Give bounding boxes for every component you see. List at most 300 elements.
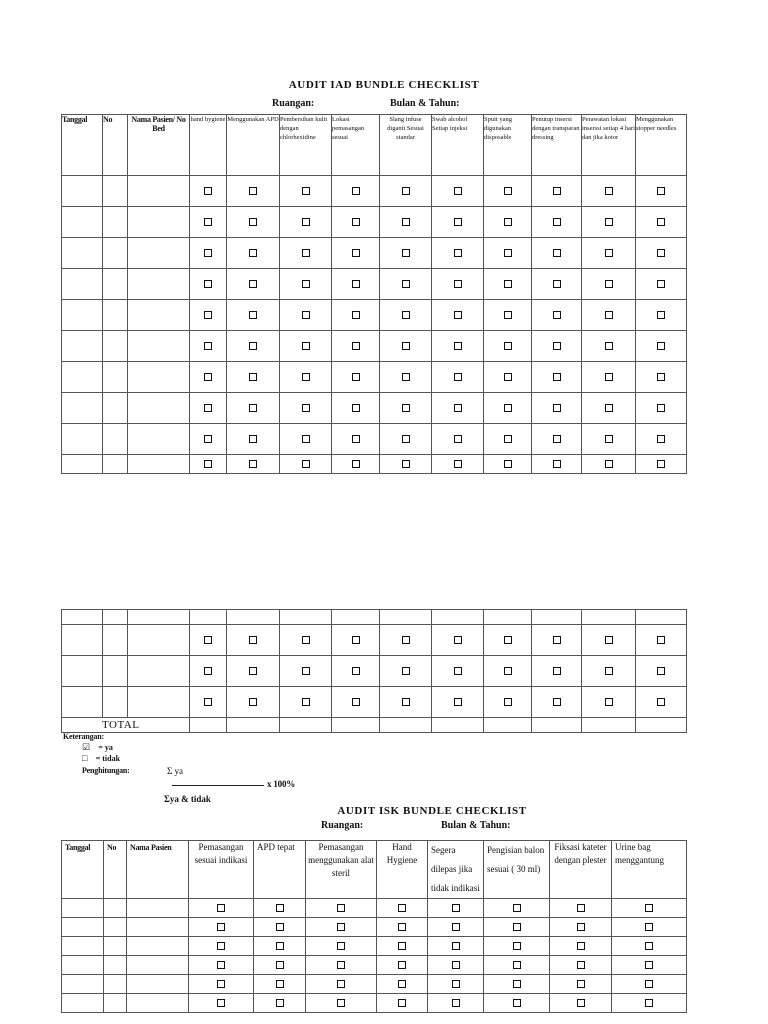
checkbox[interactable] xyxy=(276,961,284,969)
checkbox[interactable] xyxy=(249,311,257,319)
checkbox-cell[interactable] xyxy=(532,269,582,300)
checkbox[interactable] xyxy=(402,342,410,350)
checkbox-cell[interactable] xyxy=(380,393,432,424)
checkbox-cell[interactable] xyxy=(280,424,332,455)
checkbox[interactable] xyxy=(352,667,360,675)
checkbox[interactable] xyxy=(605,435,613,443)
checkbox-cell[interactable] xyxy=(532,656,582,687)
checkbox[interactable] xyxy=(553,636,561,644)
checkbox-cell[interactable] xyxy=(484,300,532,331)
checkbox[interactable] xyxy=(204,373,212,381)
checkbox-cell[interactable] xyxy=(377,956,428,975)
checkbox[interactable] xyxy=(398,961,406,969)
checkbox-cell[interactable] xyxy=(550,918,612,937)
checkbox-cell[interactable] xyxy=(380,687,432,718)
checkbox-cell[interactable] xyxy=(227,300,280,331)
checkbox-cell[interactable] xyxy=(428,956,484,975)
checkbox[interactable] xyxy=(454,187,462,195)
checkbox-cell[interactable] xyxy=(189,956,254,975)
checkbox-cell[interactable] xyxy=(582,656,636,687)
checkbox-cell[interactable] xyxy=(280,455,332,474)
checkbox[interactable] xyxy=(302,187,310,195)
checkbox-cell[interactable] xyxy=(377,975,428,994)
checkbox-cell[interactable] xyxy=(280,300,332,331)
checkbox-cell[interactable] xyxy=(432,207,484,238)
checkbox-cell[interactable] xyxy=(636,625,687,656)
checkbox-cell[interactable] xyxy=(227,424,280,455)
checkbox-cell[interactable] xyxy=(332,393,380,424)
checkbox[interactable] xyxy=(605,342,613,350)
checkbox[interactable] xyxy=(398,980,406,988)
checkbox-cell[interactable] xyxy=(484,918,550,937)
checkbox-cell[interactable] xyxy=(428,975,484,994)
checkbox[interactable] xyxy=(337,942,345,950)
checkbox[interactable] xyxy=(513,942,521,950)
checkbox[interactable] xyxy=(352,435,360,443)
checkbox[interactable] xyxy=(454,249,462,257)
checkbox-cell[interactable] xyxy=(532,393,582,424)
checkbox[interactable] xyxy=(398,942,406,950)
checkbox[interactable] xyxy=(504,249,512,257)
checkbox-cell[interactable] xyxy=(280,656,332,687)
checkbox[interactable] xyxy=(302,311,310,319)
checkbox-cell[interactable] xyxy=(636,300,687,331)
checkbox-cell[interactable] xyxy=(428,937,484,956)
checkbox[interactable] xyxy=(204,636,212,644)
checkbox-cell[interactable] xyxy=(254,994,306,1013)
checkbox-cell[interactable] xyxy=(227,656,280,687)
checkbox[interactable] xyxy=(513,999,521,1007)
checkbox-cell[interactable] xyxy=(227,362,280,393)
checkbox[interactable] xyxy=(204,460,212,468)
checkbox-cell[interactable] xyxy=(484,899,550,918)
checkbox[interactable] xyxy=(217,999,225,1007)
checkbox[interactable] xyxy=(352,187,360,195)
checkbox[interactable] xyxy=(513,923,521,931)
checkbox-cell[interactable] xyxy=(582,300,636,331)
checkbox-cell[interactable] xyxy=(582,362,636,393)
checkbox-cell[interactable] xyxy=(484,937,550,956)
checkbox[interactable] xyxy=(302,373,310,381)
checkbox[interactable] xyxy=(217,923,225,931)
checkbox-cell[interactable] xyxy=(254,975,306,994)
checkbox-cell[interactable] xyxy=(190,424,227,455)
checkbox-cell[interactable] xyxy=(550,975,612,994)
checkbox[interactable] xyxy=(605,460,613,468)
checkbox[interactable] xyxy=(249,373,257,381)
checkbox[interactable] xyxy=(398,923,406,931)
checkbox-cell[interactable] xyxy=(380,362,432,393)
checkbox-cell[interactable] xyxy=(432,176,484,207)
checkbox[interactable] xyxy=(577,961,585,969)
checkbox-cell[interactable] xyxy=(280,393,332,424)
checkbox[interactable] xyxy=(513,961,521,969)
checkbox[interactable] xyxy=(204,280,212,288)
checkbox-cell[interactable] xyxy=(254,918,306,937)
checkbox[interactable] xyxy=(217,980,225,988)
checkbox-cell[interactable] xyxy=(532,300,582,331)
checkbox-cell[interactable] xyxy=(484,975,550,994)
checkbox[interactable] xyxy=(504,667,512,675)
checkbox[interactable] xyxy=(204,404,212,412)
checkbox[interactable] xyxy=(217,961,225,969)
checkbox[interactable] xyxy=(504,636,512,644)
checkbox-cell[interactable] xyxy=(432,656,484,687)
checkbox-cell[interactable] xyxy=(332,455,380,474)
checkbox-cell[interactable] xyxy=(636,207,687,238)
checkbox[interactable] xyxy=(657,187,665,195)
checkbox-cell[interactable] xyxy=(582,269,636,300)
checkbox-cell[interactable] xyxy=(636,362,687,393)
checkbox-cell[interactable] xyxy=(432,300,484,331)
checkbox[interactable] xyxy=(352,698,360,706)
checkbox-cell[interactable] xyxy=(432,238,484,269)
checkbox-cell[interactable] xyxy=(582,455,636,474)
checkbox[interactable] xyxy=(217,904,225,912)
checkbox[interactable] xyxy=(553,404,561,412)
checkbox[interactable] xyxy=(504,435,512,443)
checkbox[interactable] xyxy=(402,280,410,288)
checkbox-cell[interactable] xyxy=(380,207,432,238)
checkbox-cell[interactable] xyxy=(432,424,484,455)
checkbox-cell[interactable] xyxy=(550,937,612,956)
checkbox-cell[interactable] xyxy=(532,207,582,238)
checkbox[interactable] xyxy=(454,373,462,381)
checkbox-cell[interactable] xyxy=(428,994,484,1013)
checkbox-cell[interactable] xyxy=(582,176,636,207)
checkbox[interactable] xyxy=(204,311,212,319)
checkbox[interactable] xyxy=(337,961,345,969)
checkbox-cell[interactable] xyxy=(582,393,636,424)
checkbox[interactable] xyxy=(657,404,665,412)
checkbox[interactable] xyxy=(504,342,512,350)
checkbox[interactable] xyxy=(553,435,561,443)
checkbox[interactable] xyxy=(605,373,613,381)
checkbox[interactable] xyxy=(302,698,310,706)
checkbox[interactable] xyxy=(605,280,613,288)
checkbox[interactable] xyxy=(452,999,460,1007)
checkbox[interactable] xyxy=(402,404,410,412)
checkbox-cell[interactable] xyxy=(189,937,254,956)
checkbox-cell[interactable] xyxy=(636,238,687,269)
checkbox[interactable] xyxy=(204,435,212,443)
checkbox[interactable] xyxy=(204,698,212,706)
checkbox-cell[interactable] xyxy=(532,625,582,656)
checkbox[interactable] xyxy=(352,280,360,288)
checkbox[interactable] xyxy=(276,942,284,950)
checkbox[interactable] xyxy=(352,460,360,468)
checkbox-cell[interactable] xyxy=(332,238,380,269)
checkbox[interactable] xyxy=(657,435,665,443)
checkbox[interactable] xyxy=(337,904,345,912)
checkbox[interactable] xyxy=(454,404,462,412)
checkbox[interactable] xyxy=(504,280,512,288)
checkbox[interactable] xyxy=(553,249,561,257)
checkbox-cell[interactable] xyxy=(227,455,280,474)
checkbox-cell[interactable] xyxy=(190,393,227,424)
checkbox[interactable] xyxy=(513,904,521,912)
checkbox-cell[interactable] xyxy=(532,455,582,474)
checkbox[interactable] xyxy=(402,636,410,644)
checkbox[interactable] xyxy=(454,667,462,675)
checkbox[interactable] xyxy=(504,460,512,468)
checkbox[interactable] xyxy=(605,636,613,644)
checkbox-cell[interactable] xyxy=(380,300,432,331)
checkbox[interactable] xyxy=(605,218,613,226)
checkbox-cell[interactable] xyxy=(190,269,227,300)
checkbox-cell[interactable] xyxy=(636,455,687,474)
checkbox-cell[interactable] xyxy=(582,424,636,455)
checkbox[interactable] xyxy=(398,904,406,912)
checkbox-cell[interactable] xyxy=(190,331,227,362)
checkbox-cell[interactable] xyxy=(377,937,428,956)
checkbox-cell[interactable] xyxy=(380,656,432,687)
checkbox[interactable] xyxy=(302,218,310,226)
checkbox-cell[interactable] xyxy=(380,455,432,474)
checkbox-cell[interactable] xyxy=(380,176,432,207)
checkbox-cell[interactable] xyxy=(582,207,636,238)
checkbox[interactable] xyxy=(302,404,310,412)
checkbox-cell[interactable] xyxy=(189,994,254,1013)
checkbox-cell[interactable] xyxy=(380,331,432,362)
checkbox-cell[interactable] xyxy=(377,918,428,937)
checkbox[interactable] xyxy=(454,280,462,288)
checkbox[interactable] xyxy=(553,698,561,706)
checkbox[interactable] xyxy=(204,667,212,675)
checkbox-cell[interactable] xyxy=(227,176,280,207)
checkbox-cell[interactable] xyxy=(636,424,687,455)
checkbox[interactable] xyxy=(352,311,360,319)
checkbox-cell[interactable] xyxy=(636,393,687,424)
checkbox-cell[interactable] xyxy=(190,300,227,331)
checkbox[interactable] xyxy=(302,342,310,350)
checkbox-cell[interactable] xyxy=(254,899,306,918)
checkbox[interactable] xyxy=(249,404,257,412)
checkbox-cell[interactable] xyxy=(484,656,532,687)
checkbox[interactable] xyxy=(657,218,665,226)
checkbox-cell[interactable] xyxy=(380,269,432,300)
checkbox[interactable] xyxy=(249,249,257,257)
checkbox-cell[interactable] xyxy=(190,238,227,269)
checkbox[interactable] xyxy=(577,904,585,912)
checkbox-cell[interactable] xyxy=(227,687,280,718)
checkbox[interactable] xyxy=(645,904,653,912)
checkbox[interactable] xyxy=(454,435,462,443)
checkbox[interactable] xyxy=(352,342,360,350)
checkbox-cell[interactable] xyxy=(484,687,532,718)
checkbox-cell[interactable] xyxy=(550,994,612,1013)
checkbox-cell[interactable] xyxy=(280,269,332,300)
checkbox[interactable] xyxy=(645,923,653,931)
checkbox[interactable] xyxy=(553,187,561,195)
checkbox[interactable] xyxy=(454,698,462,706)
checkbox[interactable] xyxy=(302,460,310,468)
checkbox-cell[interactable] xyxy=(227,331,280,362)
checkbox-cell[interactable] xyxy=(377,994,428,1013)
checkbox-cell[interactable] xyxy=(280,176,332,207)
checkbox[interactable] xyxy=(577,923,585,931)
checkbox[interactable] xyxy=(352,404,360,412)
checkbox[interactable] xyxy=(605,404,613,412)
checkbox[interactable] xyxy=(454,311,462,319)
checkbox[interactable] xyxy=(657,667,665,675)
checkbox-cell[interactable] xyxy=(280,362,332,393)
checkbox[interactable] xyxy=(553,311,561,319)
checkbox[interactable] xyxy=(657,460,665,468)
checkbox[interactable] xyxy=(402,460,410,468)
checkbox[interactable] xyxy=(402,311,410,319)
checkbox[interactable] xyxy=(402,187,410,195)
checkbox-cell[interactable] xyxy=(636,656,687,687)
checkbox-cell[interactable] xyxy=(227,393,280,424)
checkbox-cell[interactable] xyxy=(636,176,687,207)
checkbox-cell[interactable] xyxy=(332,176,380,207)
checkbox[interactable] xyxy=(249,218,257,226)
checkbox[interactable] xyxy=(302,249,310,257)
checkbox-cell[interactable] xyxy=(428,899,484,918)
checkbox-cell[interactable] xyxy=(306,899,377,918)
checkbox-cell[interactable] xyxy=(532,331,582,362)
checkbox[interactable] xyxy=(249,460,257,468)
checkbox-cell[interactable] xyxy=(636,687,687,718)
checkbox-cell[interactable] xyxy=(484,994,550,1013)
checkbox-cell[interactable] xyxy=(484,393,532,424)
checkbox-cell[interactable] xyxy=(484,207,532,238)
checkbox-cell[interactable] xyxy=(280,687,332,718)
checkbox[interactable] xyxy=(337,923,345,931)
checkbox[interactable] xyxy=(204,342,212,350)
checkbox[interactable] xyxy=(645,999,653,1007)
checkbox-cell[interactable] xyxy=(636,269,687,300)
checkbox[interactable] xyxy=(302,636,310,644)
checkbox[interactable] xyxy=(352,249,360,257)
checkbox-cell[interactable] xyxy=(189,918,254,937)
checkbox-cell[interactable] xyxy=(332,656,380,687)
checkbox[interactable] xyxy=(302,280,310,288)
checkbox[interactable] xyxy=(402,698,410,706)
checkbox-cell[interactable] xyxy=(254,956,306,975)
checkbox[interactable] xyxy=(605,667,613,675)
checkbox[interactable] xyxy=(249,435,257,443)
checkbox[interactable] xyxy=(204,249,212,257)
checkbox[interactable] xyxy=(645,961,653,969)
checkbox-cell[interactable] xyxy=(332,625,380,656)
checkbox[interactable] xyxy=(553,280,561,288)
checkbox-cell[interactable] xyxy=(484,176,532,207)
checkbox-cell[interactable] xyxy=(380,625,432,656)
checkbox[interactable] xyxy=(249,698,257,706)
checkbox[interactable] xyxy=(402,667,410,675)
checkbox[interactable] xyxy=(504,187,512,195)
checkbox-cell[interactable] xyxy=(582,625,636,656)
checkbox-cell[interactable] xyxy=(190,207,227,238)
checkbox-cell[interactable] xyxy=(332,424,380,455)
checkbox[interactable] xyxy=(553,460,561,468)
checkbox-cell[interactable] xyxy=(332,687,380,718)
checkbox[interactable] xyxy=(657,342,665,350)
checkbox-cell[interactable] xyxy=(612,899,687,918)
checkbox-cell[interactable] xyxy=(432,687,484,718)
checkbox[interactable] xyxy=(398,999,406,1007)
checkbox[interactable] xyxy=(553,342,561,350)
checkbox-cell[interactable] xyxy=(190,455,227,474)
checkbox-cell[interactable] xyxy=(432,331,484,362)
checkbox-cell[interactable] xyxy=(484,362,532,393)
checkbox-cell[interactable] xyxy=(332,269,380,300)
checkbox[interactable] xyxy=(302,667,310,675)
checkbox[interactable] xyxy=(276,923,284,931)
checkbox[interactable] xyxy=(402,435,410,443)
checkbox[interactable] xyxy=(605,187,613,195)
checkbox-cell[interactable] xyxy=(612,918,687,937)
checkbox-cell[interactable] xyxy=(428,918,484,937)
checkbox-cell[interactable] xyxy=(306,975,377,994)
checkbox[interactable] xyxy=(217,942,225,950)
checkbox[interactable] xyxy=(249,667,257,675)
checkbox[interactable] xyxy=(276,980,284,988)
checkbox[interactable] xyxy=(657,311,665,319)
checkbox-cell[interactable] xyxy=(190,362,227,393)
checkbox-cell[interactable] xyxy=(582,238,636,269)
checkbox-cell[interactable] xyxy=(532,176,582,207)
checkbox-cell[interactable] xyxy=(636,331,687,362)
checkbox-cell[interactable] xyxy=(532,362,582,393)
checkbox[interactable] xyxy=(249,636,257,644)
checkbox[interactable] xyxy=(452,961,460,969)
checkbox[interactable] xyxy=(337,980,345,988)
checkbox-cell[interactable] xyxy=(280,331,332,362)
checkbox-cell[interactable] xyxy=(227,625,280,656)
checkbox-cell[interactable] xyxy=(484,956,550,975)
checkbox[interactable] xyxy=(402,249,410,257)
checkbox-cell[interactable] xyxy=(550,956,612,975)
checkbox[interactable] xyxy=(352,636,360,644)
checkbox-cell[interactable] xyxy=(190,176,227,207)
checkbox[interactable] xyxy=(657,373,665,381)
checkbox[interactable] xyxy=(452,923,460,931)
checkbox-cell[interactable] xyxy=(227,207,280,238)
checkbox-cell[interactable] xyxy=(190,625,227,656)
checkbox[interactable] xyxy=(504,311,512,319)
checkbox-cell[interactable] xyxy=(532,424,582,455)
checkbox-cell[interactable] xyxy=(190,687,227,718)
checkbox-cell[interactable] xyxy=(484,424,532,455)
checkbox-cell[interactable] xyxy=(484,331,532,362)
checkbox[interactable] xyxy=(454,636,462,644)
checkbox-cell[interactable] xyxy=(280,238,332,269)
checkbox-cell[interactable] xyxy=(280,625,332,656)
checkbox-cell[interactable] xyxy=(227,238,280,269)
checkbox[interactable] xyxy=(337,999,345,1007)
checkbox-cell[interactable] xyxy=(332,331,380,362)
checkbox[interactable] xyxy=(204,187,212,195)
checkbox[interactable] xyxy=(645,942,653,950)
checkbox[interactable] xyxy=(577,942,585,950)
checkbox-cell[interactable] xyxy=(582,687,636,718)
checkbox[interactable] xyxy=(605,698,613,706)
checkbox-cell[interactable] xyxy=(377,899,428,918)
checkbox[interactable] xyxy=(513,980,521,988)
checkbox-cell[interactable] xyxy=(280,207,332,238)
checkbox-cell[interactable] xyxy=(332,362,380,393)
checkbox[interactable] xyxy=(657,280,665,288)
checkbox-cell[interactable] xyxy=(432,362,484,393)
checkbox[interactable] xyxy=(352,373,360,381)
checkbox[interactable] xyxy=(605,249,613,257)
checkbox[interactable] xyxy=(504,218,512,226)
checkbox[interactable] xyxy=(454,460,462,468)
checkbox-cell[interactable] xyxy=(380,238,432,269)
